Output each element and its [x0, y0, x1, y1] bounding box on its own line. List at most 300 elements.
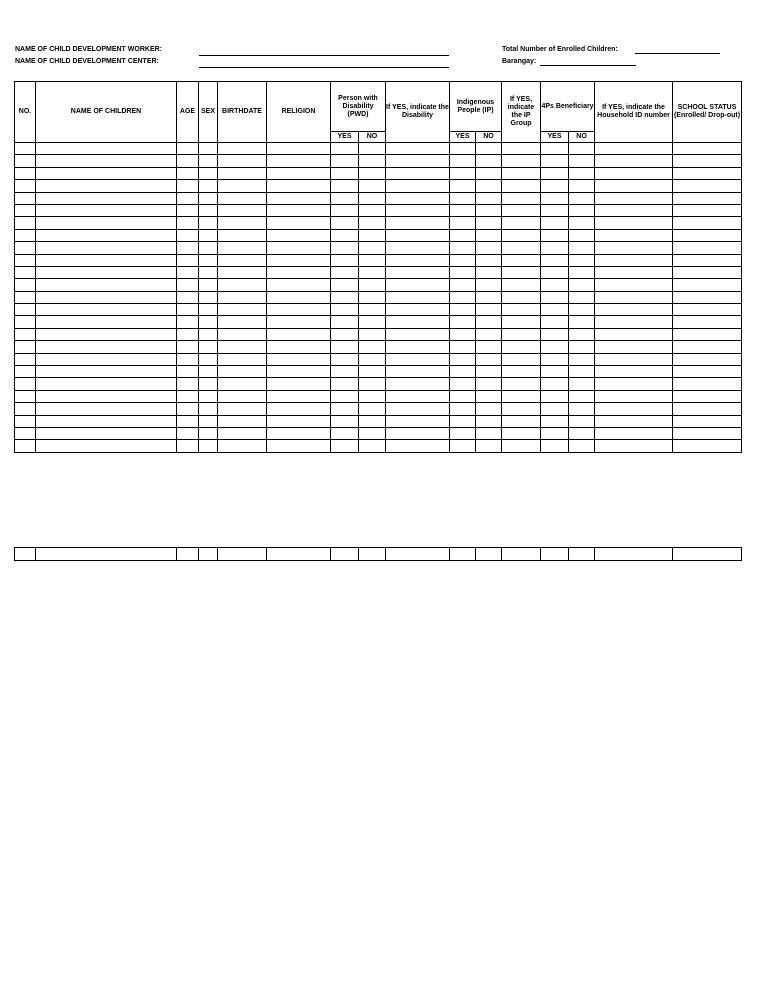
table-cell[interactable]	[36, 316, 177, 328]
table-cell[interactable]	[541, 180, 569, 192]
table-cell[interactable]	[450, 155, 476, 167]
table-cell[interactable]	[569, 440, 595, 452]
table-cell[interactable]	[502, 378, 541, 390]
table-cell[interactable]	[267, 279, 331, 291]
table-cell[interactable]	[502, 427, 541, 439]
table-cell[interactable]	[36, 403, 177, 415]
table-cell[interactable]	[267, 328, 331, 340]
table-cell[interactable]	[502, 440, 541, 452]
table-cell[interactable]	[359, 366, 386, 378]
table-cell[interactable]	[15, 548, 36, 561]
table-cell[interactable]	[450, 217, 476, 229]
table-cell[interactable]	[502, 316, 541, 328]
table-cell[interactable]	[595, 217, 673, 229]
table-cell[interactable]	[15, 427, 36, 439]
table-cell[interactable]	[36, 548, 177, 561]
table-cell[interactable]	[673, 440, 742, 452]
table-cell[interactable]	[36, 415, 177, 427]
table-cell[interactable]	[267, 229, 331, 241]
table-cell[interactable]	[199, 378, 218, 390]
table-cell[interactable]	[15, 266, 36, 278]
table-cell[interactable]	[177, 143, 199, 155]
table-cell[interactable]	[218, 192, 267, 204]
table-cell[interactable]	[476, 353, 502, 365]
table-cell[interactable]	[673, 254, 742, 266]
table-cell[interactable]	[502, 328, 541, 340]
table-cell[interactable]	[569, 353, 595, 365]
table-cell[interactable]	[177, 180, 199, 192]
table-cell[interactable]	[199, 328, 218, 340]
table-cell[interactable]	[502, 304, 541, 316]
table-cell[interactable]	[177, 378, 199, 390]
table-cell[interactable]	[15, 167, 36, 179]
table-cell[interactable]	[450, 242, 476, 254]
table-cell[interactable]	[177, 440, 199, 452]
table-cell[interactable]	[450, 548, 476, 561]
table-cell[interactable]	[15, 192, 36, 204]
table-cell[interactable]	[15, 204, 36, 216]
table-cell[interactable]	[177, 316, 199, 328]
table-cell[interactable]	[267, 266, 331, 278]
table-cell[interactable]	[595, 403, 673, 415]
table-cell[interactable]	[359, 353, 386, 365]
table-cell[interactable]	[218, 155, 267, 167]
table-cell[interactable]	[502, 403, 541, 415]
table-cell[interactable]	[386, 378, 450, 390]
table-cell[interactable]	[450, 204, 476, 216]
table-cell[interactable]	[267, 548, 331, 561]
table-cell[interactable]	[15, 143, 36, 155]
table-cell[interactable]	[476, 143, 502, 155]
table-cell[interactable]	[267, 304, 331, 316]
table-cell[interactable]	[267, 341, 331, 353]
table-cell[interactable]	[450, 291, 476, 303]
table-cell[interactable]	[595, 266, 673, 278]
table-cell[interactable]	[386, 279, 450, 291]
table-cell[interactable]	[331, 266, 359, 278]
table-cell[interactable]	[595, 341, 673, 353]
table-cell[interactable]	[359, 291, 386, 303]
table-cell[interactable]	[450, 229, 476, 241]
table-cell[interactable]	[15, 353, 36, 365]
table-cell[interactable]	[569, 304, 595, 316]
table-cell[interactable]	[177, 204, 199, 216]
table-cell[interactable]	[673, 229, 742, 241]
table-cell[interactable]	[673, 217, 742, 229]
table-cell[interactable]	[673, 266, 742, 278]
table-cell[interactable]	[502, 254, 541, 266]
table-cell[interactable]	[386, 291, 450, 303]
table-cell[interactable]	[673, 403, 742, 415]
table-cell[interactable]	[541, 341, 569, 353]
table-cell[interactable]	[541, 204, 569, 216]
table-cell[interactable]	[673, 279, 742, 291]
table-cell[interactable]	[673, 427, 742, 439]
table-cell[interactable]	[476, 328, 502, 340]
table-cell[interactable]	[177, 242, 199, 254]
table-cell[interactable]	[673, 378, 742, 390]
table-cell[interactable]	[267, 167, 331, 179]
table-cell[interactable]	[386, 167, 450, 179]
table-cell[interactable]	[15, 316, 36, 328]
table-cell[interactable]	[218, 266, 267, 278]
table-cell[interactable]	[218, 440, 267, 452]
table-cell[interactable]	[267, 192, 331, 204]
table-cell[interactable]	[15, 155, 36, 167]
table-cell[interactable]	[15, 341, 36, 353]
table-cell[interactable]	[331, 242, 359, 254]
table-cell[interactable]	[267, 403, 331, 415]
table-cell[interactable]	[36, 378, 177, 390]
table-cell[interactable]	[595, 440, 673, 452]
table-cell[interactable]	[673, 180, 742, 192]
table-cell[interactable]	[386, 217, 450, 229]
table-cell[interactable]	[541, 167, 569, 179]
table-cell[interactable]	[177, 279, 199, 291]
table-cell[interactable]	[15, 180, 36, 192]
table-cell[interactable]	[359, 204, 386, 216]
table-cell[interactable]	[673, 328, 742, 340]
table-cell[interactable]	[450, 328, 476, 340]
table-cell[interactable]	[569, 266, 595, 278]
table-cell[interactable]	[359, 427, 386, 439]
table-cell[interactable]	[36, 390, 177, 402]
table-cell[interactable]	[673, 366, 742, 378]
table-cell[interactable]	[218, 254, 267, 266]
table-cell[interactable]	[359, 266, 386, 278]
table-cell[interactable]	[595, 366, 673, 378]
table-cell[interactable]	[177, 548, 199, 561]
table-cell[interactable]	[476, 180, 502, 192]
table-cell[interactable]	[218, 390, 267, 402]
table-cell[interactable]	[359, 180, 386, 192]
table-cell[interactable]	[331, 440, 359, 452]
table-cell[interactable]	[36, 328, 177, 340]
table-cell[interactable]	[331, 548, 359, 561]
table-cell[interactable]	[595, 304, 673, 316]
table-cell[interactable]	[36, 291, 177, 303]
table-cell[interactable]	[569, 180, 595, 192]
table-cell[interactable]	[569, 403, 595, 415]
table-cell[interactable]	[331, 180, 359, 192]
table-cell[interactable]	[541, 254, 569, 266]
table-cell[interactable]	[541, 415, 569, 427]
table-cell[interactable]	[15, 254, 36, 266]
table-cell[interactable]	[267, 242, 331, 254]
table-cell[interactable]	[359, 341, 386, 353]
table-cell[interactable]	[199, 254, 218, 266]
table-cell[interactable]	[199, 180, 218, 192]
table-cell[interactable]	[15, 390, 36, 402]
table-cell[interactable]	[36, 229, 177, 241]
table-cell[interactable]	[673, 291, 742, 303]
table-cell[interactable]	[386, 204, 450, 216]
table-cell[interactable]	[673, 341, 742, 353]
table-cell[interactable]	[218, 291, 267, 303]
table-cell[interactable]	[359, 440, 386, 452]
table-cell[interactable]	[450, 341, 476, 353]
table-cell[interactable]	[199, 440, 218, 452]
table-cell[interactable]	[476, 167, 502, 179]
table-cell[interactable]	[199, 167, 218, 179]
table-cell[interactable]	[386, 143, 450, 155]
table-cell[interactable]	[476, 415, 502, 427]
table-cell[interactable]	[541, 403, 569, 415]
table-cell[interactable]	[218, 180, 267, 192]
table-cell[interactable]	[595, 353, 673, 365]
table-cell[interactable]	[267, 390, 331, 402]
table-cell[interactable]	[177, 366, 199, 378]
table-cell[interactable]	[199, 143, 218, 155]
table-cell[interactable]	[359, 143, 386, 155]
table-cell[interactable]	[267, 415, 331, 427]
table-cell[interactable]	[331, 328, 359, 340]
table-cell[interactable]	[15, 279, 36, 291]
table-cell[interactable]	[359, 304, 386, 316]
table-cell[interactable]	[595, 143, 673, 155]
table-cell[interactable]	[218, 353, 267, 365]
table-cell[interactable]	[359, 254, 386, 266]
table-cell[interactable]	[541, 229, 569, 241]
table-cell[interactable]	[476, 304, 502, 316]
table-cell[interactable]	[36, 143, 177, 155]
table-cell[interactable]	[386, 390, 450, 402]
table-cell[interactable]	[595, 548, 673, 561]
table-cell[interactable]	[331, 204, 359, 216]
table-cell[interactable]	[331, 304, 359, 316]
table-cell[interactable]	[450, 304, 476, 316]
table-cell[interactable]	[386, 440, 450, 452]
table-cell[interactable]	[569, 204, 595, 216]
table-cell[interactable]	[199, 279, 218, 291]
table-cell[interactable]	[541, 304, 569, 316]
table-cell[interactable]	[177, 229, 199, 241]
table-cell[interactable]	[15, 304, 36, 316]
table-cell[interactable]	[673, 167, 742, 179]
table-cell[interactable]	[15, 291, 36, 303]
table-cell[interactable]	[595, 378, 673, 390]
table-cell[interactable]	[450, 390, 476, 402]
table-cell[interactable]	[569, 143, 595, 155]
table-cell[interactable]	[595, 242, 673, 254]
table-cell[interactable]	[569, 427, 595, 439]
table-cell[interactable]	[476, 548, 502, 561]
table-cell[interactable]	[199, 204, 218, 216]
table-cell[interactable]	[177, 254, 199, 266]
table-cell[interactable]	[569, 242, 595, 254]
table-cell[interactable]	[502, 143, 541, 155]
table-cell[interactable]	[15, 378, 36, 390]
table-cell[interactable]	[36, 217, 177, 229]
table-cell[interactable]	[36, 167, 177, 179]
table-cell[interactable]	[359, 192, 386, 204]
table-cell[interactable]	[331, 390, 359, 402]
table-cell[interactable]	[386, 427, 450, 439]
table-cell[interactable]	[15, 328, 36, 340]
table-cell[interactable]	[541, 155, 569, 167]
table-cell[interactable]	[386, 403, 450, 415]
table-cell[interactable]	[267, 427, 331, 439]
table-cell[interactable]	[177, 415, 199, 427]
table-cell[interactable]	[673, 192, 742, 204]
table-cell[interactable]	[595, 316, 673, 328]
table-cell[interactable]	[15, 229, 36, 241]
table-cell[interactable]	[15, 403, 36, 415]
table-cell[interactable]	[476, 316, 502, 328]
table-cell[interactable]	[595, 155, 673, 167]
table-cell[interactable]	[36, 440, 177, 452]
table-cell[interactable]	[36, 353, 177, 365]
table-cell[interactable]	[450, 353, 476, 365]
table-cell[interactable]	[673, 242, 742, 254]
table-cell[interactable]	[450, 403, 476, 415]
table-cell[interactable]	[218, 217, 267, 229]
table-cell[interactable]	[502, 341, 541, 353]
table-cell[interactable]	[541, 242, 569, 254]
table-cell[interactable]	[476, 279, 502, 291]
table-cell[interactable]	[502, 279, 541, 291]
table-cell[interactable]	[36, 192, 177, 204]
table-cell[interactable]	[476, 254, 502, 266]
table-cell[interactable]	[450, 427, 476, 439]
table-cell[interactable]	[673, 304, 742, 316]
table-cell[interactable]	[331, 291, 359, 303]
table-cell[interactable]	[476, 155, 502, 167]
table-cell[interactable]	[450, 254, 476, 266]
table-cell[interactable]	[673, 155, 742, 167]
table-cell[interactable]	[331, 415, 359, 427]
table-cell[interactable]	[386, 254, 450, 266]
table-cell[interactable]	[331, 217, 359, 229]
table-cell[interactable]	[541, 328, 569, 340]
table-cell[interactable]	[476, 192, 502, 204]
table-cell[interactable]	[541, 366, 569, 378]
table-cell[interactable]	[569, 341, 595, 353]
table-cell[interactable]	[331, 254, 359, 266]
table-cell[interactable]	[450, 266, 476, 278]
table-cell[interactable]	[569, 254, 595, 266]
table-cell[interactable]	[386, 266, 450, 278]
table-cell[interactable]	[386, 316, 450, 328]
table-cell[interactable]	[450, 143, 476, 155]
table-cell[interactable]	[541, 143, 569, 155]
table-cell[interactable]	[218, 415, 267, 427]
table-cell[interactable]	[331, 279, 359, 291]
table-cell[interactable]	[569, 167, 595, 179]
table-cell[interactable]	[177, 341, 199, 353]
table-cell[interactable]	[476, 204, 502, 216]
table-cell[interactable]	[386, 353, 450, 365]
table-cell[interactable]	[476, 366, 502, 378]
table-cell[interactable]	[359, 229, 386, 241]
table-cell[interactable]	[177, 427, 199, 439]
table-cell[interactable]	[476, 341, 502, 353]
table-cell[interactable]	[450, 415, 476, 427]
table-cell[interactable]	[359, 242, 386, 254]
table-cell[interactable]	[199, 366, 218, 378]
table-cell[interactable]	[476, 440, 502, 452]
table-cell[interactable]	[267, 143, 331, 155]
table-cell[interactable]	[199, 548, 218, 561]
table-cell[interactable]	[199, 415, 218, 427]
table-cell[interactable]	[218, 366, 267, 378]
table-cell[interactable]	[267, 378, 331, 390]
table-cell[interactable]	[450, 378, 476, 390]
table-cell[interactable]	[36, 341, 177, 353]
table-cell[interactable]	[569, 328, 595, 340]
table-cell[interactable]	[386, 192, 450, 204]
table-cell[interactable]	[36, 242, 177, 254]
table-cell[interactable]	[177, 155, 199, 167]
table-cell[interactable]	[331, 143, 359, 155]
table-cell[interactable]	[331, 366, 359, 378]
cdc-field[interactable]	[199, 67, 449, 68]
total-enrolled-field[interactable]	[635, 53, 720, 54]
table-cell[interactable]	[569, 291, 595, 303]
table-cell[interactable]	[199, 316, 218, 328]
table-cell[interactable]	[15, 440, 36, 452]
table-cell[interactable]	[218, 304, 267, 316]
table-cell[interactable]	[595, 229, 673, 241]
table-cell[interactable]	[199, 403, 218, 415]
table-cell[interactable]	[386, 548, 450, 561]
table-cell[interactable]	[177, 353, 199, 365]
table-cell[interactable]	[267, 155, 331, 167]
table-cell[interactable]	[386, 229, 450, 241]
table-cell[interactable]	[673, 548, 742, 561]
table-cell[interactable]	[359, 390, 386, 402]
table-cell[interactable]	[502, 204, 541, 216]
table-cell[interactable]	[267, 316, 331, 328]
table-cell[interactable]	[359, 548, 386, 561]
table-cell[interactable]	[450, 167, 476, 179]
table-cell[interactable]	[199, 217, 218, 229]
table-cell[interactable]	[502, 155, 541, 167]
table-cell[interactable]	[15, 242, 36, 254]
table-cell[interactable]	[450, 316, 476, 328]
table-cell[interactable]	[177, 390, 199, 402]
table-cell[interactable]	[15, 415, 36, 427]
table-cell[interactable]	[218, 328, 267, 340]
table-cell[interactable]	[502, 415, 541, 427]
table-cell[interactable]	[359, 378, 386, 390]
table-cell[interactable]	[569, 415, 595, 427]
table-cell[interactable]	[331, 155, 359, 167]
table-cell[interactable]	[199, 192, 218, 204]
table-cell[interactable]	[541, 266, 569, 278]
table-cell[interactable]	[476, 217, 502, 229]
table-cell[interactable]	[36, 180, 177, 192]
table-cell[interactable]	[502, 291, 541, 303]
table-cell[interactable]	[218, 204, 267, 216]
table-cell[interactable]	[359, 328, 386, 340]
table-cell[interactable]	[541, 548, 569, 561]
table-cell[interactable]	[541, 353, 569, 365]
table-cell[interactable]	[502, 353, 541, 365]
table-cell[interactable]	[36, 304, 177, 316]
table-cell[interactable]	[199, 229, 218, 241]
table-cell[interactable]	[267, 440, 331, 452]
barangay-field[interactable]	[540, 65, 636, 66]
table-cell[interactable]	[450, 440, 476, 452]
table-cell[interactable]	[595, 415, 673, 427]
table-cell[interactable]	[502, 229, 541, 241]
table-cell[interactable]	[386, 341, 450, 353]
table-cell[interactable]	[331, 427, 359, 439]
table-cell[interactable]	[673, 316, 742, 328]
table-cell[interactable]	[218, 378, 267, 390]
table-cell[interactable]	[450, 366, 476, 378]
